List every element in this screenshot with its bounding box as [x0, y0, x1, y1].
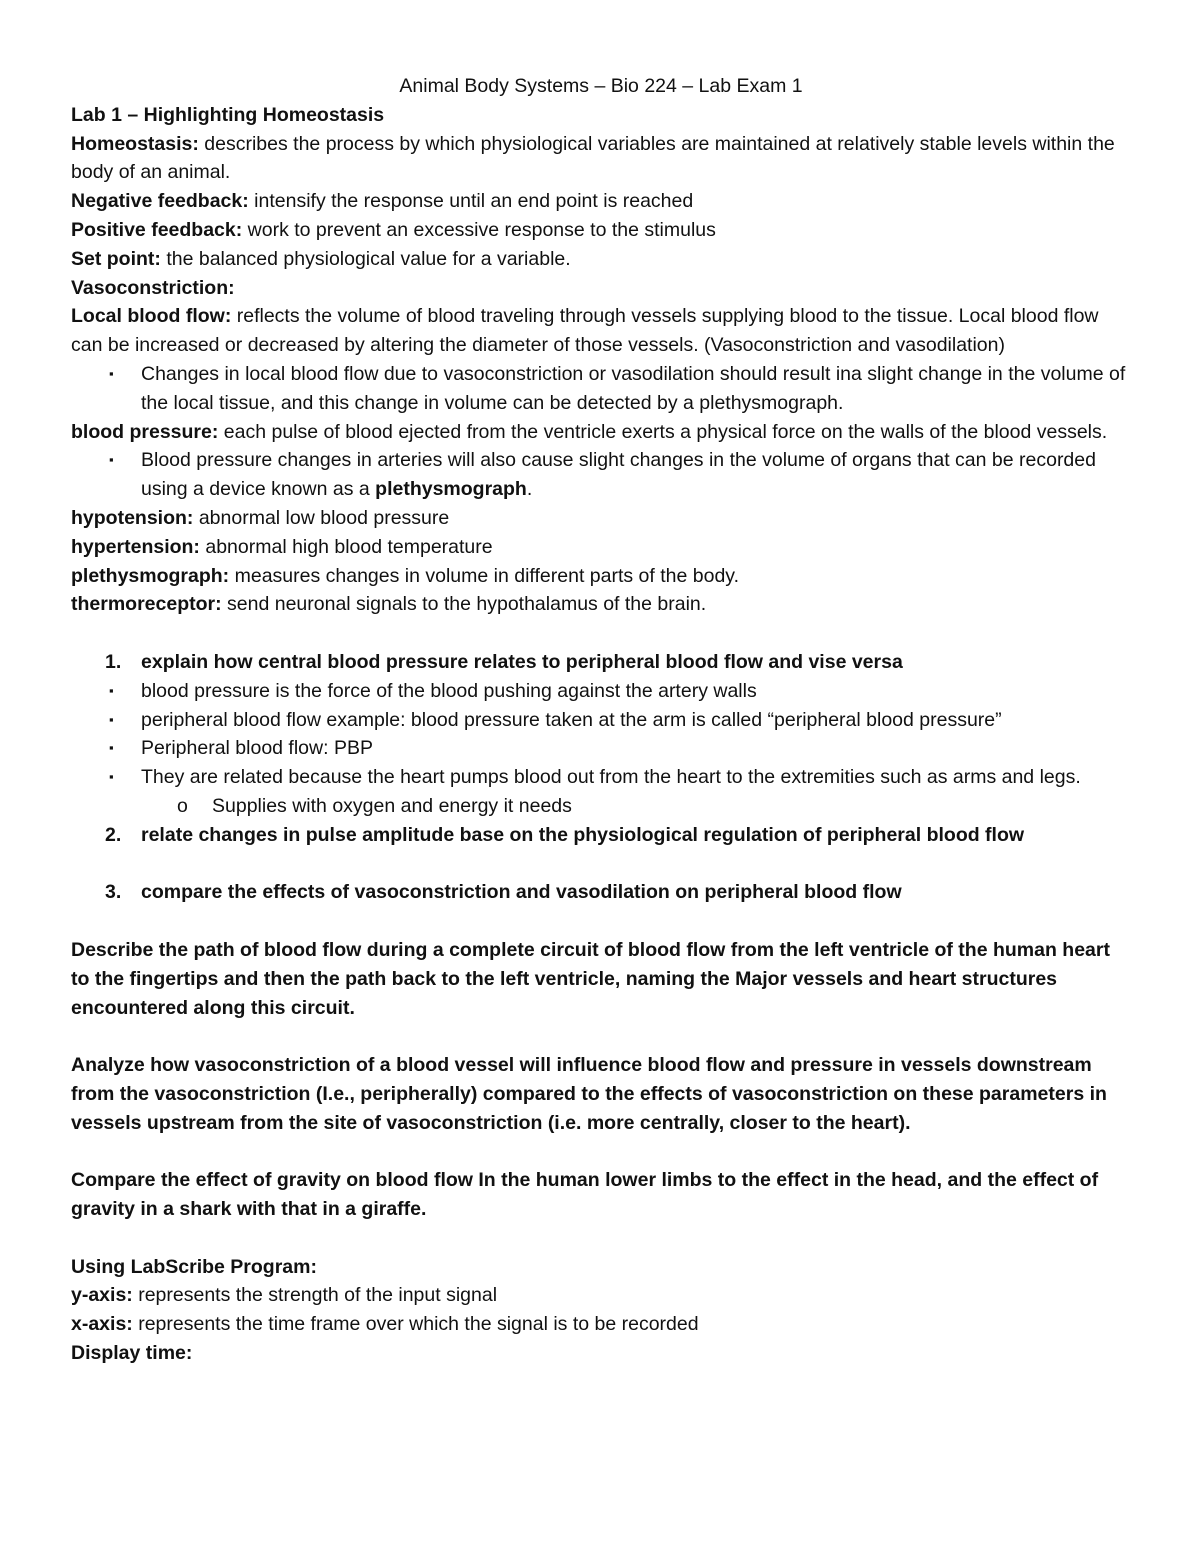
definition-negative-feedback — [71, 187, 1131, 216]
labscribe-heading: Using LabScribe Program: — [71, 1255, 317, 1278]
question-number: 2. — [105, 823, 122, 846]
spacer — [71, 619, 1131, 648]
term: Vasoconstriction: — [71, 276, 235, 299]
bp-bullet — [71, 446, 1131, 504]
definition-text: send neuronal signals to the hypothalamus of the brain. — [221, 593, 707, 616]
definition-y-axis — [71, 1281, 1131, 1310]
sub-bullet-marker: o — [177, 794, 188, 817]
definition-hypertension — [71, 533, 1131, 562]
definition-blood-pressure — [71, 418, 1131, 447]
definition-hypotension — [71, 504, 1131, 533]
term: Display time: — [71, 1342, 193, 1365]
term: thermoreceptor: — [71, 593, 222, 616]
spacer — [71, 1022, 1131, 1051]
definition-plethysmograph — [71, 562, 1131, 591]
definition-x-axis — [71, 1310, 1131, 1339]
question-number: 1. — [105, 650, 122, 673]
list-item — [71, 677, 1131, 706]
term: Negative feedback: — [71, 190, 249, 213]
bullet-marker: ▪ — [109, 452, 114, 468]
bullet-bold-term: plethysmograph — [375, 478, 527, 501]
definition-text: abnormal high blood temperature — [199, 535, 493, 558]
document-page — [71, 72, 1131, 1368]
term: Local blood flow: — [71, 305, 232, 328]
bullet-text: blood pressure is the force of the blood pushing against the artery walls — [141, 679, 757, 702]
prompt-paragraph: Analyze how vasoconstriction of a blood vessel will influence blood flow and pressure in vessels downstream from the vasoconstriction (I.e., peripherally) compared to the effects of vasoconstriction on these parameters in vessels upstream from the site of vasoconstriction (i.e. more centrally, closer to the heart). — [71, 1054, 1107, 1134]
spacer — [71, 1224, 1131, 1253]
definition-text: intensify the response until an end point is reached — [248, 190, 694, 213]
spacer — [71, 850, 1131, 879]
bullet-marker: ▪ — [109, 740, 114, 756]
term: x-axis: — [71, 1313, 133, 1336]
definition-display-time — [71, 1339, 1131, 1368]
sub-list-item — [71, 792, 1131, 821]
spacer — [71, 1137, 1131, 1166]
term: blood pressure: — [71, 420, 219, 443]
bullet-end: . — [526, 478, 533, 501]
definition-homeostasis — [71, 130, 1131, 188]
definition-text: measures changes in volume in different parts of the body. — [229, 564, 740, 587]
term: plethysmograph: — [71, 564, 230, 587]
list-item — [71, 763, 1131, 792]
bullet-marker: ▪ — [109, 711, 114, 727]
bullet-text: Peripheral blood flow: PBP — [141, 737, 373, 760]
list-item — [71, 734, 1131, 763]
spacer — [71, 907, 1131, 936]
term: hypertension: — [71, 535, 200, 558]
prompt-paragraph: Compare the effect of gravity on blood flow In the human lower limbs to the effect in the head, and the effect of gravity in a shark with that in a giraffe. — [71, 1169, 1099, 1221]
question-2 — [71, 821, 1131, 850]
bullet-text: They are related because the heart pumps blood out from the heart to the extremities such as arms and legs. — [141, 766, 1081, 789]
question-number: 3. — [105, 881, 122, 904]
bullet-text: Changes in local blood flow due to vasoconstriction or vasodilation should result ina slight change in the volume of the local tissue, and this change in volume can be detected by a plethysmograph. — [141, 362, 1126, 414]
definition-text: describes the process by which physiological variables are maintained at relatively stable levels within the body of an animal. — [71, 132, 1115, 184]
definition-thermoreceptor — [71, 590, 1131, 619]
definition-positive-feedback — [71, 216, 1131, 245]
question-text: explain how central blood pressure relates to peripheral blood flow and vise versa — [141, 650, 903, 673]
bullet-marker: ▪ — [109, 365, 114, 381]
definition-text: represents the time frame over which the signal is to be recorded — [132, 1313, 699, 1336]
term: Homeostasis: — [71, 132, 199, 155]
definition-text: represents the strength of the input signal — [132, 1284, 498, 1307]
question-text: compare the effects of vasoconstriction and vasodilation on peripheral blood flow — [141, 881, 902, 904]
question-1 — [71, 648, 1131, 677]
bullet-text: Blood pressure changes in arteries will also cause slight changes in the volume of organs that can be recorded using a device known as a — [141, 449, 1096, 501]
term: y-axis: — [71, 1284, 133, 1307]
question-3 — [71, 878, 1131, 907]
term: Set point: — [71, 247, 161, 270]
definition-text: the balanced physiological value for a variable. — [160, 247, 571, 270]
bullet-marker: ▪ — [109, 682, 114, 698]
definition-text: each pulse of blood ejected from the ventricle exerts a physical force on the walls of the blood vessels. — [218, 420, 1108, 443]
term: hypotension: — [71, 506, 194, 529]
question-text: relate changes in pulse amplitude base on the physiological regulation of peripheral blood flow — [141, 823, 1025, 846]
prompt-paragraph: Describe the path of blood flow during a complete circuit of blood flow from the left ventricle of the human heart to the fingertips and then the path back to the left ventricle, naming the Major vessels and heart structures encountered along this circuit. — [71, 938, 1110, 1019]
local-flow-bullet — [71, 360, 1131, 418]
definition-local-blood-flow — [71, 302, 1131, 360]
term: Positive feedback: — [71, 218, 243, 241]
definition-set-point — [71, 245, 1131, 274]
list-item — [71, 706, 1131, 735]
definition-text: reflects the volume of blood traveling through vessels supplying blood to the tissue. Local blood flow can be increased or decreased by altering the diameter of those vessels. (Vasoconstriction and vasodilation) — [71, 305, 1099, 357]
bullet-marker: ▪ — [109, 769, 114, 785]
definition-text: abnormal low blood pressure — [193, 506, 450, 529]
document-title: Animal Body Systems – Bio 224 – Lab Exam 1 — [399, 75, 803, 97]
definition-vasoconstriction — [71, 274, 1131, 303]
lab-heading: Lab 1 – Highlighting Homeostasis — [71, 103, 385, 126]
sub-bullet-text: Supplies with oxygen and energy it needs — [212, 794, 572, 817]
definition-text: work to prevent an excessive response to the stimulus — [242, 218, 716, 241]
bullet-text: peripheral blood flow example: blood pressure taken at the arm is called “peripheral blood pressure” — [141, 708, 1002, 731]
